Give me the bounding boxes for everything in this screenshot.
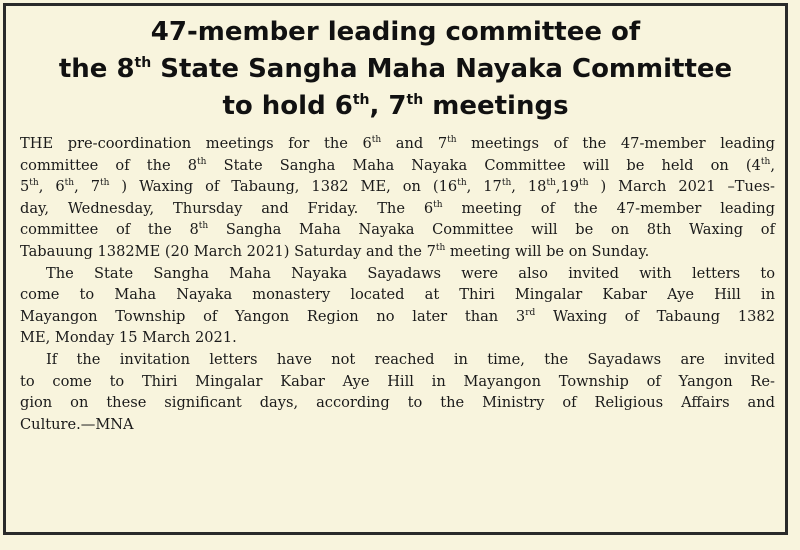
text-run: ) Waxing of Tabaung, 1382 ME, on (16 [109, 178, 458, 196]
text-line [20, 371, 775, 393]
superscript: th [435, 242, 446, 253]
superscript: th [198, 221, 209, 232]
text-run: committee of the 8 [20, 156, 198, 174]
headline-line-3 [6, 88, 785, 125]
superscript: th [371, 135, 382, 145]
text-run: , [770, 156, 775, 174]
superscript: th [29, 178, 39, 189]
text-run: and 7 [381, 135, 448, 152]
text-run: THE pre-coordination meetings for the 6 [20, 135, 372, 152]
text-run: meeting will be on Sunday. [445, 242, 650, 260]
superscript: th [546, 178, 556, 189]
text-run: State Sangha Maha Nayaka Committee will be held on (4 [206, 156, 761, 174]
text-line [20, 176, 775, 198]
text-run: Tabauung 1382ME (20 March 2021) Saturday and the 7 [20, 242, 436, 260]
text-run: gion on these significant days, according to the Ministry of Religious Affairs and [20, 394, 775, 412]
text-line [20, 306, 775, 328]
text-line [20, 327, 775, 349]
text-run: committee of the 8 [20, 221, 199, 239]
superscript: th [501, 178, 512, 189]
text-run: Waxing of Tabaung 1382 [535, 307, 775, 325]
text-run: The State Sangha Maha Nayaka Sayadaws were also invited with letters to [46, 264, 775, 282]
text-line [20, 392, 775, 414]
text-run: Mayangon Township of Yangon Region no later than 3 [20, 307, 526, 325]
text-line [20, 241, 775, 263]
text-run: ,19 [555, 178, 580, 196]
text-line [20, 263, 775, 285]
article-box [3, 3, 788, 535]
superscript: th [99, 178, 110, 189]
text-run: , 17 [466, 178, 502, 196]
superscript: th [447, 135, 457, 145]
headline-text: meetings [423, 91, 569, 121]
text-run: to come to Thiri Mingalar Kabar Aye Hill in Mayangon Township of Yangon Re- [20, 372, 775, 390]
text-line [20, 284, 775, 306]
paragraph-1 [20, 133, 775, 263]
headline [6, 14, 785, 125]
text-run: ME, Monday 15 March 2021. [20, 329, 237, 347]
paragraph-3 [20, 349, 775, 435]
text-line [20, 155, 775, 177]
headline-superscript: th [352, 92, 370, 108]
headline-superscript: th [134, 55, 152, 71]
text-run: meeting of the 47-member leading [442, 199, 775, 217]
headline-text: the 8 [58, 54, 135, 84]
text-line [20, 133, 775, 155]
headline-text: State Sangha Maha Nayaka Committee [151, 54, 733, 84]
headline-text: to hold 6 [222, 91, 353, 121]
superscript: th [760, 156, 771, 167]
text-line [20, 414, 775, 436]
text-run: , 18 [511, 178, 547, 196]
headline-line-2 [6, 51, 785, 88]
superscript: th [457, 178, 467, 189]
headline-text: , 7 [369, 91, 407, 121]
article-body [20, 133, 775, 435]
headline-line-1 [6, 14, 785, 51]
text-line [20, 349, 775, 371]
superscript: th [64, 178, 75, 189]
text-run: meetings of the 47-member leading [456, 135, 775, 152]
paragraph-2 [20, 263, 775, 349]
text-run: , 6 [38, 178, 65, 196]
text-run: ) March 2021 –Tues- [588, 178, 775, 196]
text-run: If the invitation letters have not reached in time, the Sayadaws are invited [46, 350, 775, 368]
text-line [20, 219, 775, 241]
superscript: rd [525, 307, 536, 318]
headline-superscript: th [406, 92, 424, 108]
text-run: day, Wednesday, Thursday and Friday. The 6 [20, 199, 434, 217]
text-run: Culture.—MNA [20, 415, 134, 433]
superscript: th [579, 178, 589, 189]
text-run: Sangha Maha Nayaka Committee will be on 8th Waxing of [208, 221, 775, 239]
text-run: , 7 [74, 178, 100, 196]
headline-text: 47-member leading committee of [150, 17, 641, 47]
text-run: come to Maha Nayaka monastery located at Thiri Mingalar Kabar Aye Hill in [20, 286, 775, 304]
text-run: 5 [20, 178, 30, 196]
superscript: th [433, 199, 443, 210]
superscript: th [197, 156, 207, 167]
text-line [20, 198, 775, 220]
